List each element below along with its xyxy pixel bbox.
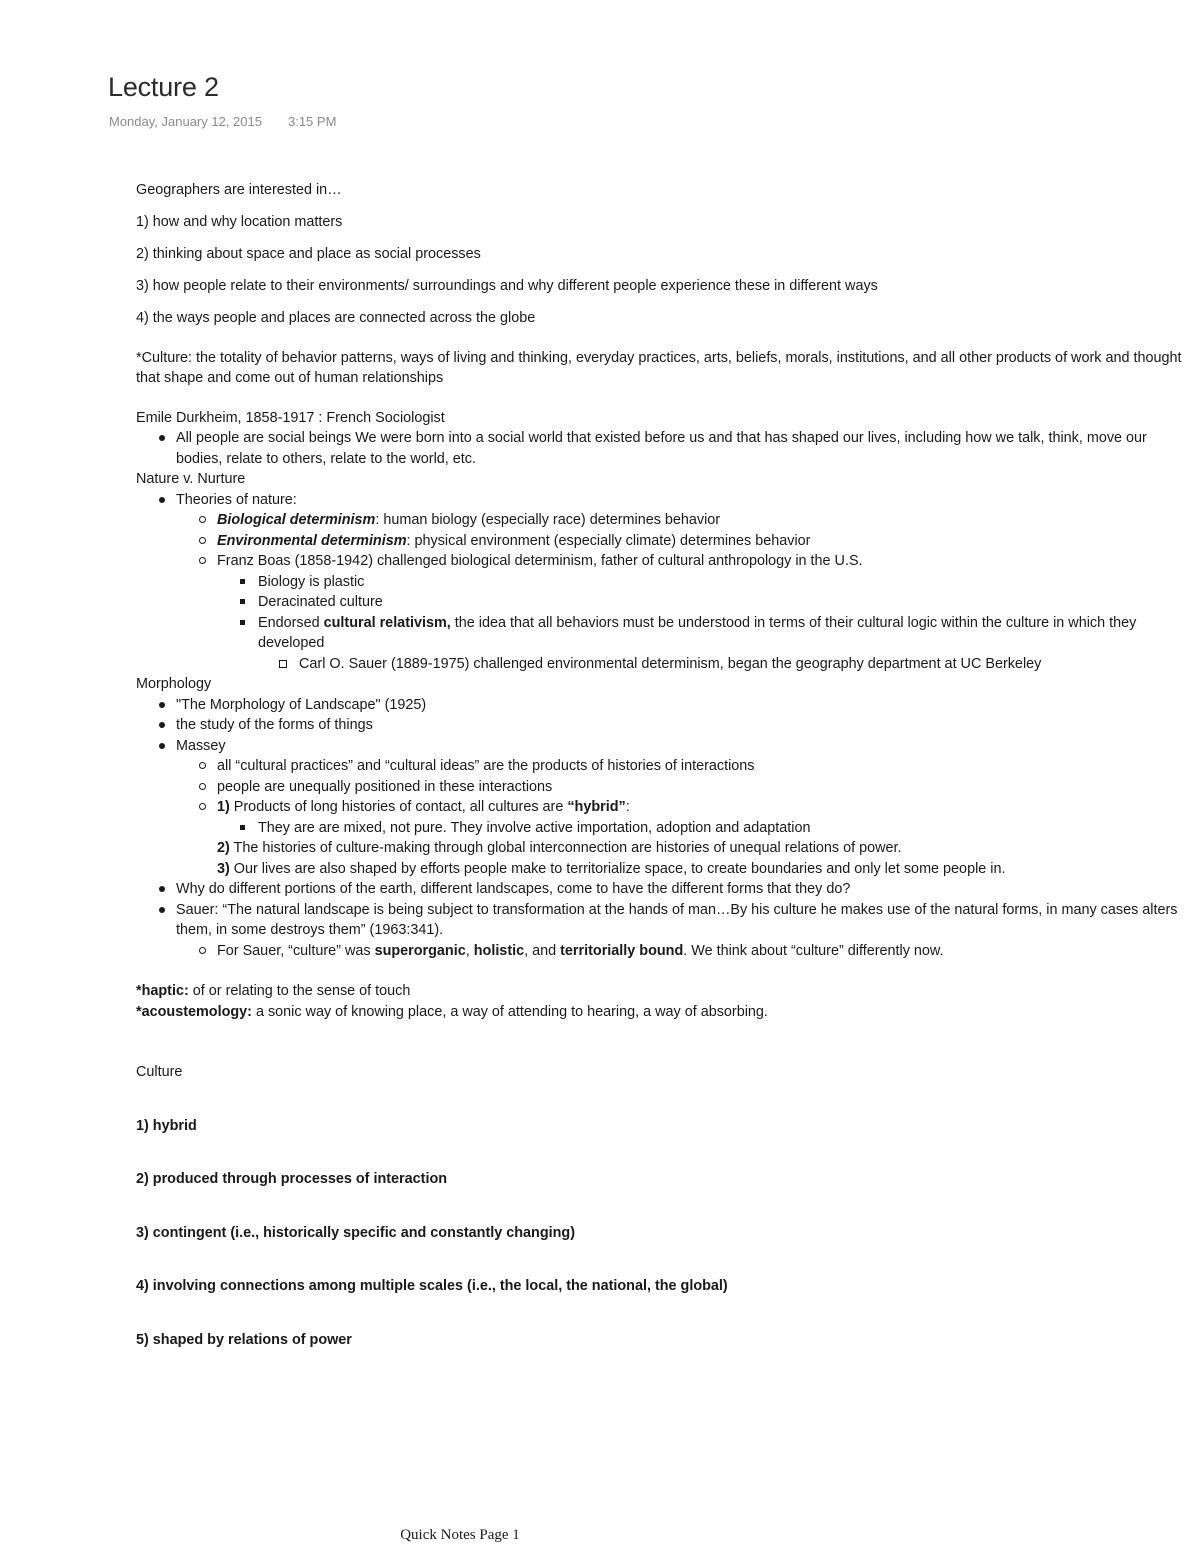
haptic-term: *haptic: [136,983,189,999]
history-number: 2) [217,840,230,856]
culture-item: 5) shaped by relations of power [136,1331,352,1348]
cultural-relativism-term: cultural relativism, [323,614,451,631]
for-sauer-post: . We think about “culture” differently now. [683,942,944,959]
circle-bullet-icon [199,537,206,544]
morphology-heading: Morphology [136,676,212,692]
culture-item: 3) contingent (i.e., historically specific and constantly changing) [136,1224,575,1241]
morphology-bullet: "The Morphology of Landscape" (1925) [176,696,427,713]
list-item [136,941,1196,962]
bullet-icon [159,907,165,913]
page-meta [109,114,336,129]
superorganic-term: superorganic [374,942,466,959]
acoustemology-text: a sonic way of knowing place, a way of attending to hearing, a way of absorbing. [251,1003,768,1020]
intro-point: 1) how and why location matters [136,214,343,230]
square-bullet-icon [240,620,245,625]
hybrid-sub: They are are mixed, not pure. They involve active importation, adoption and adaptation [258,819,811,836]
morphology-bullet: Massey [176,737,226,754]
list-item [136,510,1196,531]
for-sauer-pre: For Sauer, “culture” was [217,942,375,959]
massey-point: all “cultural practices” and “cultural ideas” are the products of histories of interactions [217,758,755,774]
list-item [136,592,1196,613]
culture-item: 2) produced through processes of interaction [136,1171,448,1187]
endorsed-pre: Endorsed [258,614,324,631]
boas-point: Biology is plastic [258,573,365,590]
territory-text: Our lives are also shaped by efforts people make to territorialize space, to create boundaries and only let some people in. [229,860,1006,877]
boas-point: Deracinated culture [258,594,383,610]
sauer-quote: Sauer: “The natural landscape is being subject to transformation at the hands of man…By his culture he makes use of the natural forms, in many cases alters them, in some destroys them” (1963:341). [176,901,1178,938]
culture-item: 4) involving connections among multiple scales (i.e., the local, the national, the global) [136,1278,728,1294]
env-term: Environmental determinism [217,532,407,549]
bullet-icon [159,722,165,728]
list-item [136,900,1196,941]
morphology-bullet: the study of the forms of things [176,717,373,733]
culture-item: 1) hybrid [136,1117,197,1134]
bullet-icon [159,743,165,749]
nature-bullet: Theories of nature: [176,491,297,508]
bullet-icon [159,497,165,503]
page-title: Lecture 2 [108,72,219,102]
bullet-icon [159,886,165,892]
intro-point: 2) thinking about space and place as social processes [136,246,481,262]
list-item [136,531,1196,552]
circle-bullet-icon [199,803,206,810]
square-bullet-icon [240,599,245,604]
haptic-definition [136,981,1196,1002]
hybrid-colon: : [625,799,630,815]
note-content [136,180,1196,1350]
territorially-bound-term: territorially bound [560,942,684,959]
list-item [136,818,1196,839]
territory-number: 3) [217,860,230,877]
history-text: The histories of culture-making through global interconnection are histories of unequal relations of power. [229,840,902,856]
haptic-text: of or relating to the sense of touch [188,983,411,999]
list-item [136,551,1196,572]
durkheim-heading: Emile Durkheim, 1858-1917 : French Sociologist [136,409,445,426]
for-sauer-and: , and [524,942,561,959]
culture-definition: *Culture: the totality of behavior patterns, ways of living and thinking, everyday practices, arts, beliefs, morals, institutions, and all other products of work and thought that shape and come out of human relationships [136,349,1182,386]
bullet-icon [159,435,165,441]
list-item [136,797,1196,818]
page-time: 3:15 PM [287,114,337,129]
hollow-square-bullet-icon [279,660,287,668]
bio-term: Biological determinism [217,512,376,528]
nature-heading: Nature v. Nurture [136,471,246,487]
acoustemology-definition [136,1002,1196,1023]
list-item [136,613,1196,654]
massey-point: people are unequally positioned in these interactions [217,778,553,795]
hybrid-term: “hybrid” [567,799,626,815]
durkheim-list [136,428,1196,469]
acoustemology-term: *acoustemology: [136,1003,252,1020]
why-question: Why do different portions of the earth, different landscapes, come to have the different forms that they do? [176,881,851,897]
list-item [136,572,1196,593]
culture-heading: Culture [136,1064,183,1080]
sauer-note: Carl O. Sauer (1889-1975) challenged environmental determinism, began the geography department at UC Berkeley [299,655,1042,672]
list-item [136,428,1196,469]
hybrid-text: Products of long histories of contact, all cultures are [229,799,568,815]
list-item [136,654,1196,675]
list-item [136,838,1196,859]
list-item [136,777,1196,798]
list-item [136,756,1196,777]
circle-bullet-icon [199,557,206,564]
list-item [136,695,1196,716]
circle-bullet-icon [199,947,206,954]
hybrid-number: 1) [217,799,230,815]
bullet-icon [159,702,165,708]
page-date: Monday, January 12, 2015 [109,114,262,129]
list-item [136,879,1196,900]
nature-list [136,490,1196,675]
holistic-term: holistic [473,942,525,959]
list-item [136,490,1196,511]
square-bullet-icon [240,579,245,584]
circle-bullet-icon [199,783,206,790]
endorsed-text: the idea that all behaviors must be understood in terms of their cultural logic within the culture in which they developed [258,614,1137,651]
boas-text: Franz Boas (1858-1942) challenged biological determinism, father of cultural anthropology in the U.S. [217,553,863,569]
square-bullet-icon [240,825,245,830]
circle-bullet-icon [199,762,206,769]
intro-point: 3) how people relate to their environments/ surroundings and why different people experience these in different ways [136,278,878,294]
intro-lead: Geographers are interested in… [136,182,342,198]
list-item [136,736,1196,757]
circle-bullet-icon [199,516,206,523]
durkheim-bullet: All people are social beings We were born into a social world that existed before us and that has shaped our lives, including how we talk, think, move our bodies, relate to others, relate to the world, etc. [176,430,1147,467]
bio-text: : human biology (especially race) determines behavior [375,512,721,528]
env-text: : physical environment (especially climate) determines behavior [406,532,811,549]
page-footer: Quick Notes Page 1 [400,1527,520,1543]
morphology-list [136,695,1196,962]
list-item [136,715,1196,736]
list-item [136,859,1196,880]
intro-point: 4) the ways people and places are connected across the globe [136,310,536,326]
for-sauer-comma: , [465,942,474,959]
